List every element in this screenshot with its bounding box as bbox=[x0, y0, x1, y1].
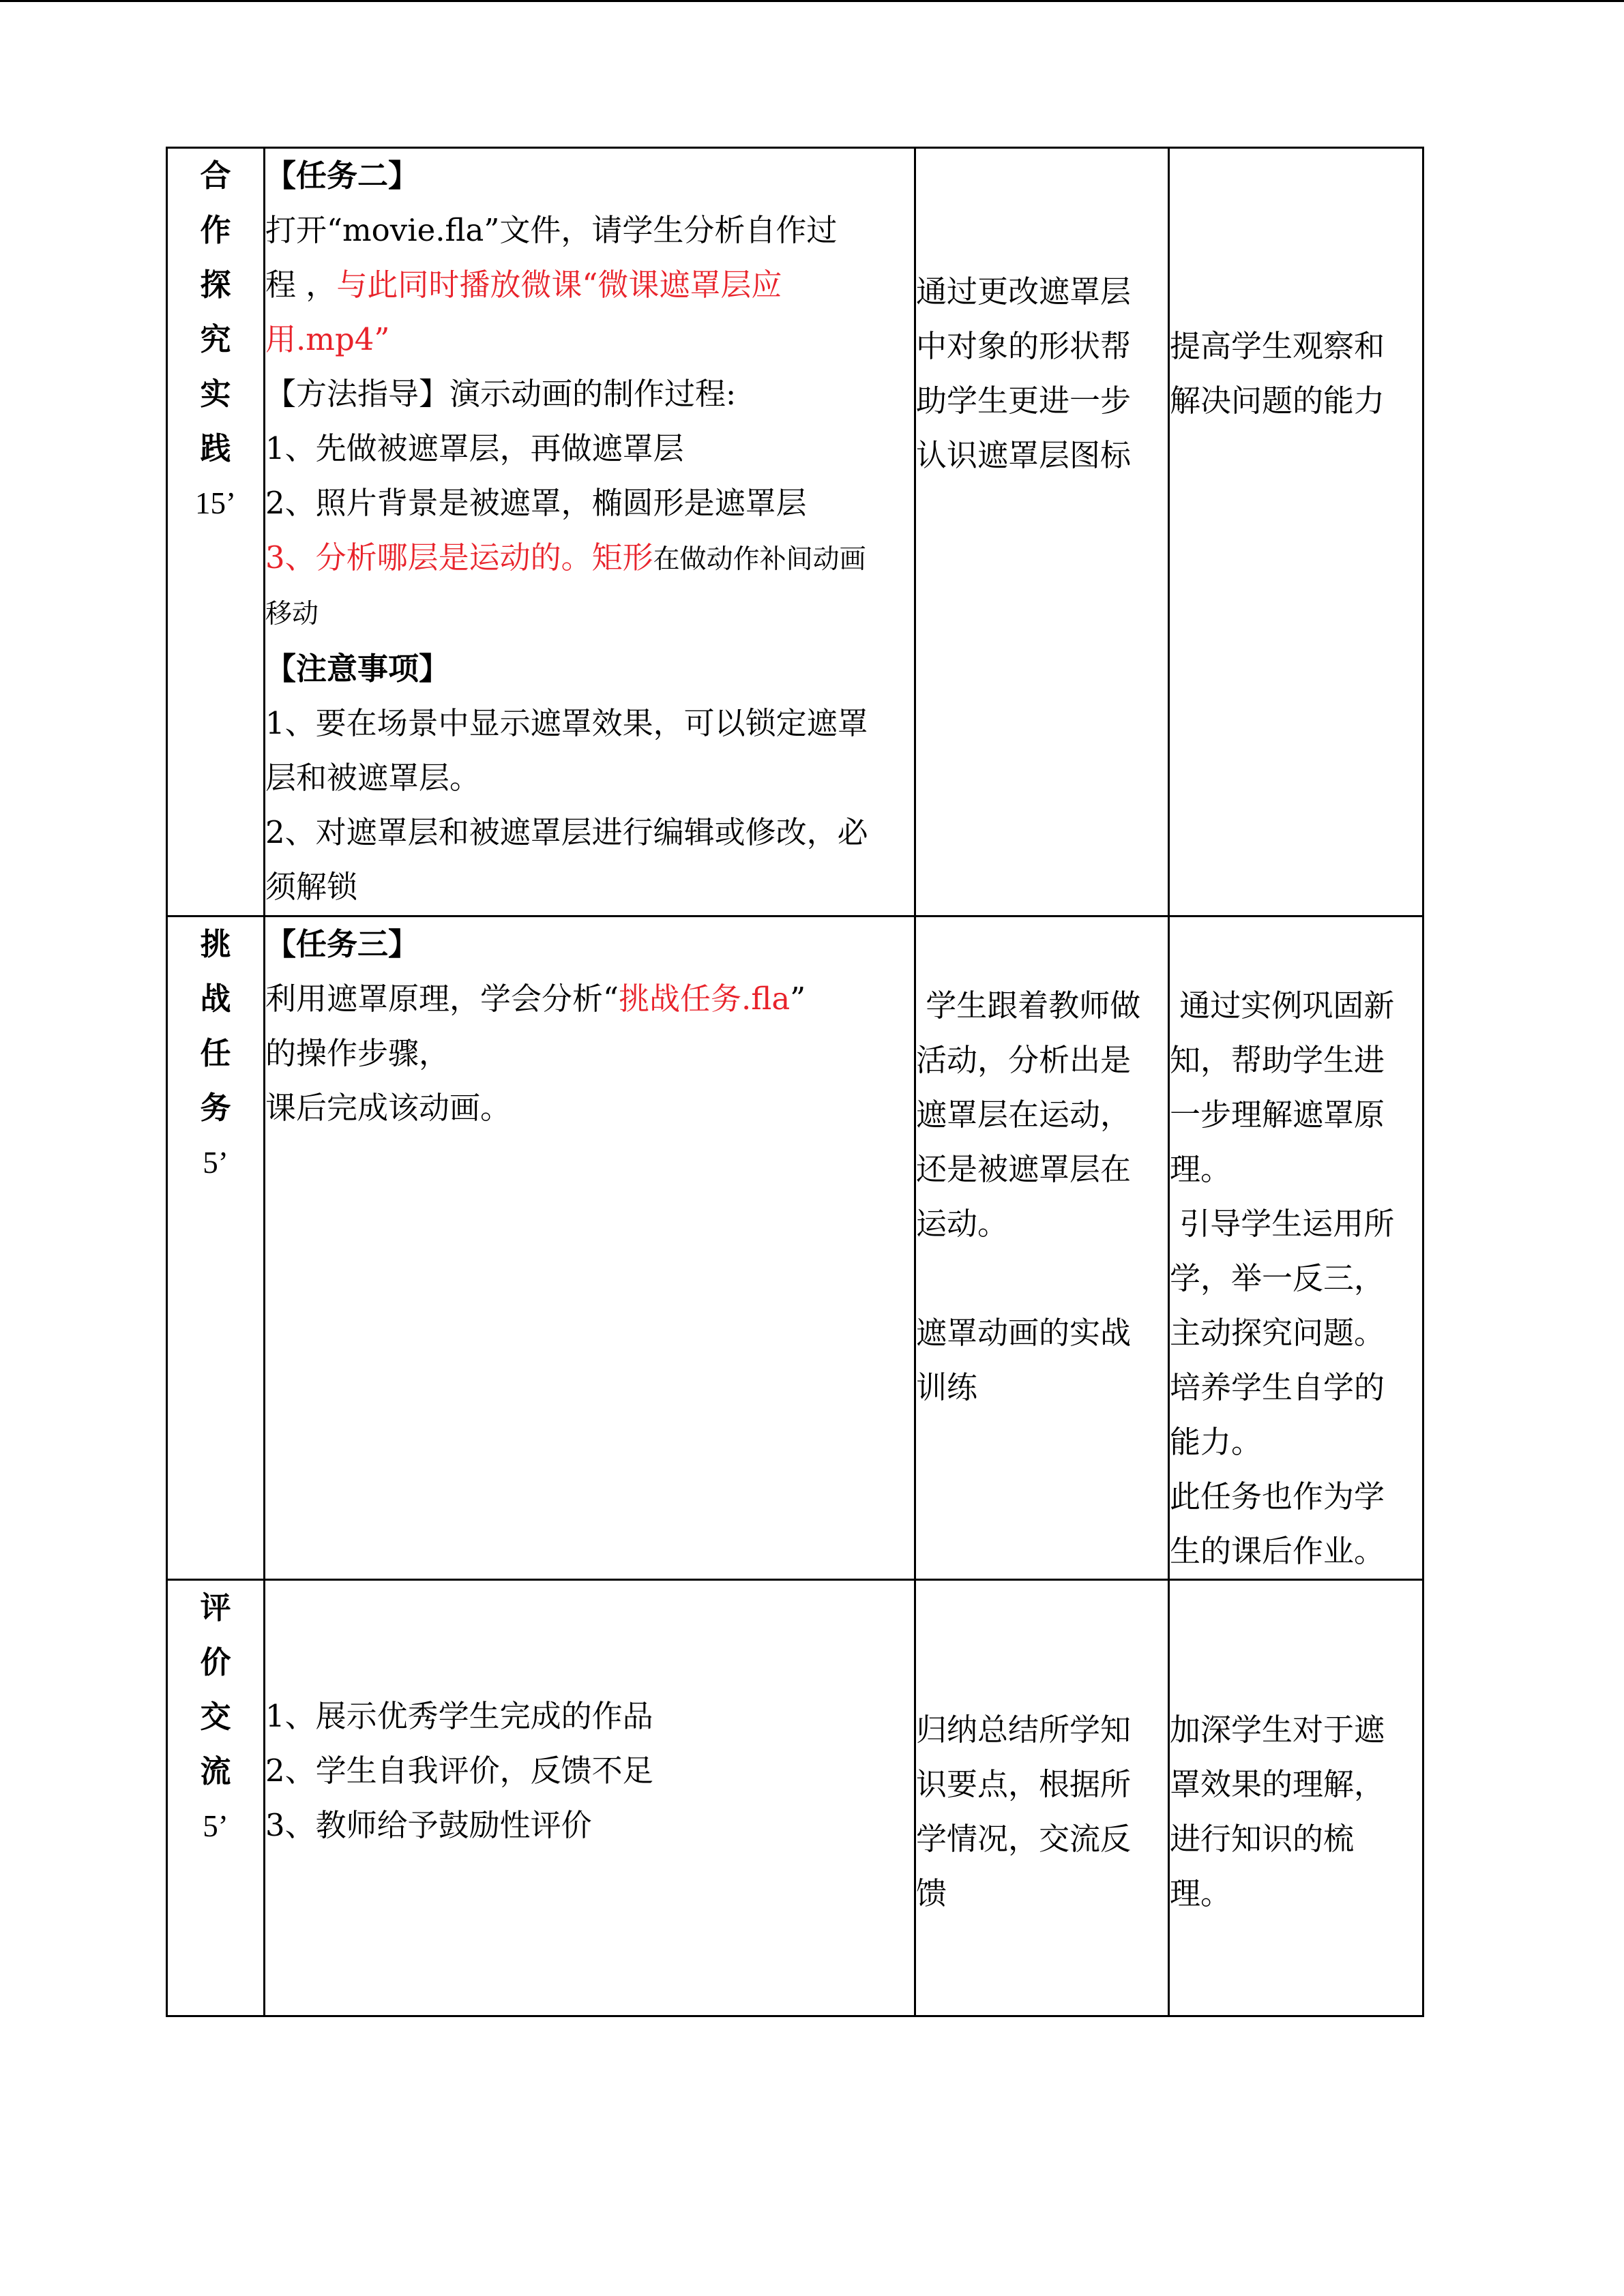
cell-line: 还是被遮罩层在 bbox=[916, 1151, 1132, 1187]
student-activity-cell bbox=[915, 1580, 1169, 2016]
design-intent-cell bbox=[1169, 148, 1423, 916]
cell-line: 生的课后作业。 bbox=[1170, 1533, 1385, 1569]
cell-line: 学生跟着教师做 bbox=[916, 987, 1141, 1024]
page-top-border bbox=[0, 0, 1624, 2]
cell-line: 提高学生观察和 bbox=[1170, 328, 1385, 364]
note-item: 2、对遮罩层和被遮罩层进行编辑或修改，必 bbox=[265, 814, 868, 850]
cell-line: 此任务也作为学 bbox=[1170, 1478, 1385, 1515]
stage-char: 任 bbox=[200, 1035, 231, 1071]
content-text: 移动 bbox=[265, 599, 319, 629]
step-item: 2、照片背景是被遮罩，椭圆形是遮罩层 bbox=[265, 485, 807, 521]
stage-char: 实 bbox=[200, 376, 231, 412]
stage-duration: 5’ bbox=[203, 1146, 228, 1180]
design-intent-cell bbox=[1169, 916, 1423, 1580]
cell-line: 通过实例巩固新 bbox=[1170, 987, 1395, 1024]
cell-line: 理。 bbox=[1170, 1875, 1232, 1911]
cell-line: 解决问题的能力 bbox=[1170, 383, 1385, 419]
method-heading: 【方法指导】演示动画的制作过程: bbox=[265, 376, 737, 412]
cell-line: 馈 bbox=[916, 1875, 947, 1911]
cell-line: 助学生更进一步 bbox=[916, 383, 1132, 419]
cell-line: 罩效果的理解， bbox=[1170, 1765, 1385, 1802]
content-text: 利用遮罩原理，学会分析“ bbox=[265, 981, 619, 1017]
notes-heading: 【注意事项】 bbox=[265, 651, 450, 687]
list-item: 2、学生自我评价，反馈不足 bbox=[265, 1752, 653, 1789]
content-text: 程 ， bbox=[265, 267, 337, 303]
step-item: 1、先做被遮罩层，再做遮罩层 bbox=[265, 430, 684, 466]
design-intent-cell bbox=[1169, 1580, 1423, 2016]
note-item: 须解锁 bbox=[265, 869, 358, 905]
lesson-plan-table bbox=[166, 147, 1424, 2017]
list-item: 3、教师给予鼓励性评价 bbox=[265, 1806, 592, 1843]
cell-line: 加深学生对于遮 bbox=[1170, 1711, 1385, 1748]
table-row-cooperative-practice bbox=[167, 148, 1423, 916]
content-line: 的操作步骤， bbox=[265, 1035, 450, 1071]
cell-line: 知，帮助学生进 bbox=[1170, 1042, 1385, 1078]
task-heading: 【任务二】 bbox=[265, 158, 419, 194]
cell-line: 理。 bbox=[1170, 1151, 1232, 1187]
cell-line: 运动。 bbox=[916, 1206, 1009, 1242]
student-activity-cell bbox=[915, 916, 1169, 1580]
content-line: 打开“movie.fla”文件，请学生分析自作过 bbox=[265, 212, 838, 248]
highlighted-text: 挑战任务.fla bbox=[619, 981, 791, 1017]
stage-duration: 15’ bbox=[195, 486, 236, 520]
stage-cell bbox=[167, 148, 265, 916]
highlighted-text: 与此同时播放微课“微课遮罩层应 bbox=[336, 267, 782, 303]
table-row-evaluation bbox=[167, 1580, 1423, 2016]
cell-line: 识要点，根据所 bbox=[916, 1765, 1132, 1802]
cell-line: 引导学生运用所 bbox=[1170, 1206, 1395, 1242]
cell-line: 一步理解遮罩原 bbox=[1170, 1097, 1385, 1133]
cell-line: 通过更改遮罩层 bbox=[916, 273, 1132, 310]
cell-line: 进行知识的梳 bbox=[1170, 1820, 1355, 1857]
stage-char: 合 bbox=[200, 158, 231, 194]
table-row-challenge-task bbox=[167, 916, 1423, 1580]
cell-line: 学，举一反三， bbox=[1170, 1260, 1385, 1296]
stage-char: 评 bbox=[200, 1590, 231, 1626]
cell-line: 训练 bbox=[916, 1369, 978, 1405]
content-cell bbox=[265, 1580, 915, 2016]
cell-line: 学情况，交流反 bbox=[916, 1820, 1132, 1857]
stage-cell bbox=[167, 916, 265, 1580]
cell-line: 中对象的形状帮 bbox=[916, 328, 1132, 364]
cell-line: 遮罩层在运动， bbox=[916, 1097, 1132, 1133]
stage-char: 究 bbox=[200, 321, 231, 357]
stage-char: 价 bbox=[200, 1644, 231, 1680]
task-heading: 【任务三】 bbox=[265, 926, 419, 962]
content-text: 在做动作补间动画 bbox=[653, 544, 866, 575]
cell-line: 认识遮罩层图标 bbox=[916, 437, 1132, 473]
cell-line: 活动，分析出是 bbox=[916, 1042, 1132, 1078]
content-line: 课后完成该动画。 bbox=[265, 1090, 512, 1126]
content-cell bbox=[265, 148, 915, 916]
note-item: 1、要在场景中显示遮罩效果，可以锁定遮罩 bbox=[265, 705, 868, 741]
cell-line: 培养学生自学的 bbox=[1170, 1369, 1385, 1405]
stage-char: 流 bbox=[200, 1753, 231, 1789]
stage-char: 挑 bbox=[200, 926, 231, 962]
list-item: 1、展示优秀学生完成的作品 bbox=[265, 1697, 653, 1734]
highlighted-text: 3、分析哪层是运动的。矩形 bbox=[265, 539, 653, 576]
stage-char: 交 bbox=[200, 1699, 231, 1735]
stage-duration: 5’ bbox=[203, 1809, 228, 1843]
student-activity-cell bbox=[915, 148, 1169, 916]
stage-char: 战 bbox=[200, 981, 231, 1017]
cell-line: 能力。 bbox=[1170, 1424, 1263, 1460]
stage-cell bbox=[167, 1580, 265, 2016]
cell-line: 遮罩动画的实战 bbox=[916, 1315, 1132, 1351]
note-item: 层和被遮罩层。 bbox=[265, 760, 481, 796]
stage-char: 务 bbox=[200, 1090, 231, 1126]
cell-line: 主动探究问题。 bbox=[1170, 1315, 1385, 1351]
content-text: ” bbox=[790, 981, 806, 1017]
stage-char: 作 bbox=[200, 212, 231, 248]
highlighted-text: 用.mp4” bbox=[265, 321, 390, 357]
cell-line: 归纳总结所学知 bbox=[916, 1711, 1132, 1748]
cell-line bbox=[916, 1251, 1168, 1306]
content-cell bbox=[265, 916, 915, 1580]
stage-char: 践 bbox=[200, 430, 231, 466]
stage-char: 探 bbox=[200, 267, 231, 303]
